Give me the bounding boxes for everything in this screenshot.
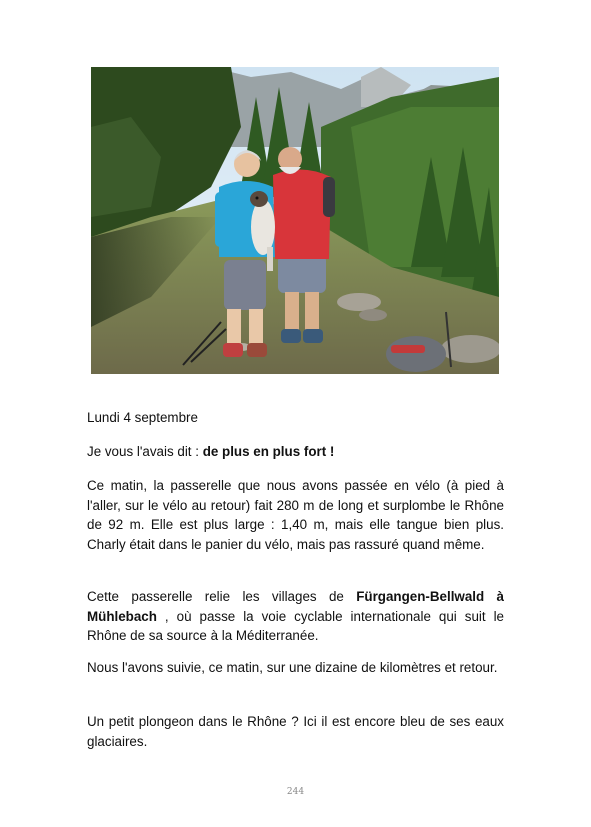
page-number: 244 (286, 787, 305, 797)
paragraph-plunge: Un petit plongeon dans le Rhône ? Ici il est encore bleu de ses eaux glaciaires. (87, 714, 504, 749)
paragraph-cycling: Nous l'avons suivie, ce matin, sur une dizaine de kilomètres et retour. (87, 660, 498, 675)
hikers-photo (91, 67, 499, 374)
intro-prefix: Je vous l'avais dit : (87, 444, 203, 459)
paragraph-villages (87, 587, 504, 646)
villages-prefix: Cette passerelle relie les villages de (87, 589, 357, 604)
photo-illustration (91, 67, 499, 374)
villages-suffix: , où passe la voie cyclable internationale qui suit le Rhône de sa source à la Méditerranée. (87, 608, 504, 644)
paragraph-bridge: Ce matin, la passerelle que nous avons passée en vélo (à pied à l'aller, sur le vélo au retour) fait 280 m de long et surplombe le Rhône de 92 m. Elle est plus large : 1,40 m, mais elle tangue bien plus. Charly était dans le panier du vélo, mais pas rassuré quand même. (87, 478, 504, 552)
date-line: Lundi 4 septembre (87, 410, 198, 425)
villages-emphasis: Fürgangen-Bellwald à Mühlebach (87, 589, 504, 624)
intro-line (87, 442, 504, 462)
intro-emphasis: de plus en plus fort ! (202, 444, 335, 459)
